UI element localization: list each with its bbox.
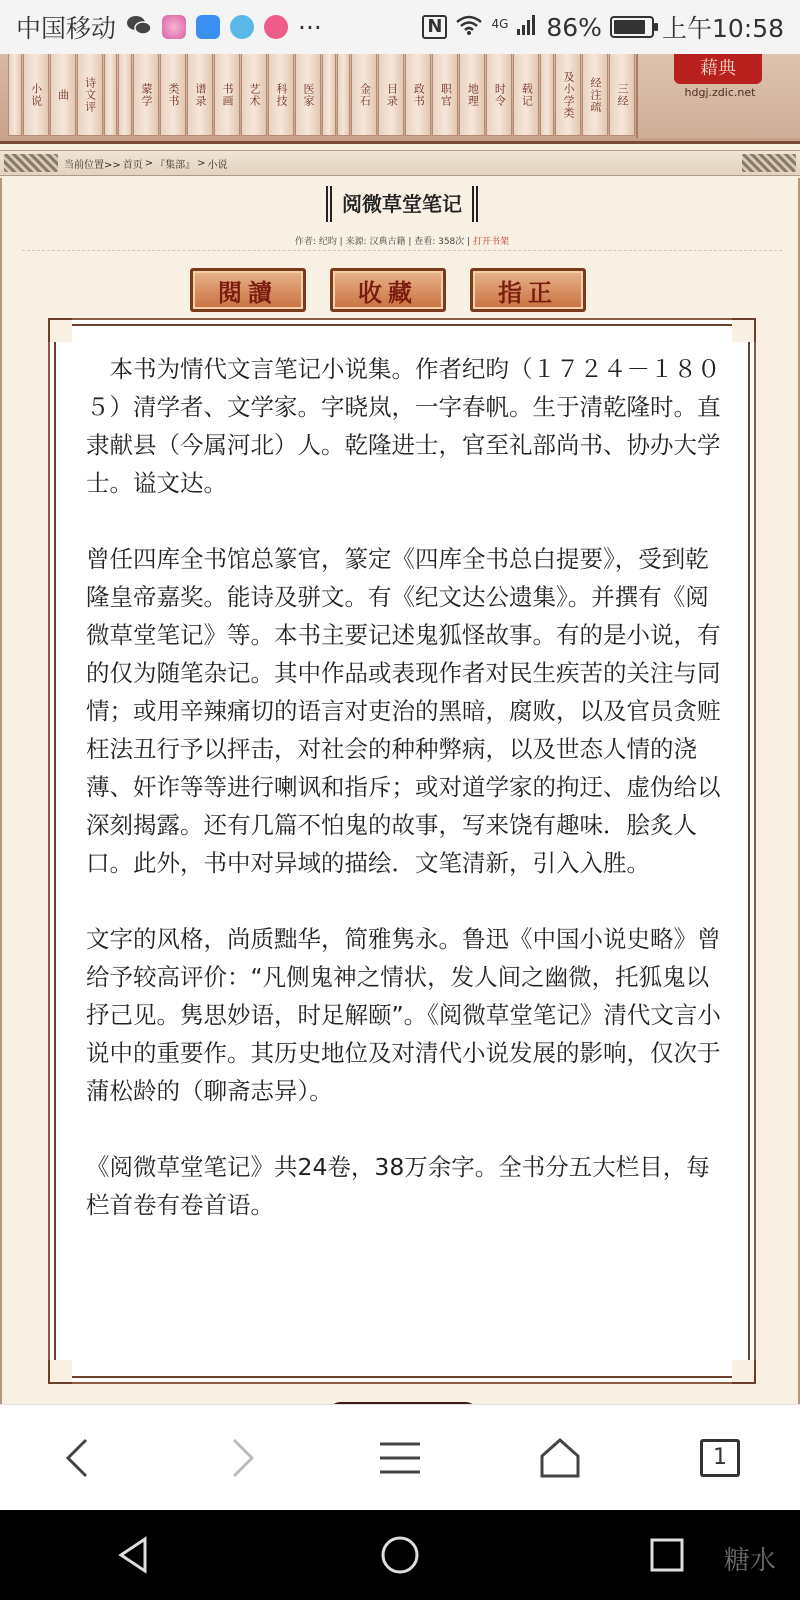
category-book[interactable] <box>322 54 336 136</box>
category-book[interactable]: 医家 <box>295 54 321 136</box>
intro-paragraph: 文字的风格，尚质黜华，简雅隽永。鲁迅《中国小说史略》曾给予较高评价：“凡侧鬼神之情状，发人间之幽微，托狐鬼以抒己见。隽思妙语，时足解颐”。《阅微草堂笔记》清代文言小说中的重要作。其历史地位及对清代小说发展的影响，仅次于蒲松龄的（聊斋志异）。 <box>86 925 721 1105</box>
category-book[interactable]: 类书 <box>160 54 186 136</box>
read-button[interactable]: 閱讀 <box>190 268 306 312</box>
breadcrumb-home-link[interactable]: 首页 <box>122 159 143 171</box>
category-book[interactable]: 科技 <box>268 54 294 136</box>
category-book[interactable]: 目录 <box>378 54 404 136</box>
category-book[interactable]: 曲 <box>50 54 76 136</box>
book-meta-text: 作者: 纪昀 | 来源: 汉典古籍 | 查看: 358次 | <box>294 237 474 247</box>
category-book[interactable]: 经注疏 <box>582 54 608 136</box>
category-book[interactable]: 职官 <box>432 54 458 136</box>
menu-button[interactable] <box>360 1418 440 1498</box>
title-divider <box>22 250 782 251</box>
category-book[interactable] <box>8 54 22 136</box>
category-book[interactable]: 政书 <box>405 54 431 136</box>
book-meta <box>2 234 802 247</box>
category-books <box>8 54 636 138</box>
app-icon-blue <box>196 15 220 39</box>
nav-home-icon[interactable] <box>378 1533 422 1577</box>
title-wrap <box>2 186 802 222</box>
site-logo-seal[interactable]: 藉典 <box>674 54 762 84</box>
forward-button[interactable] <box>200 1418 280 1498</box>
breadcrumb <box>0 150 800 176</box>
status-left <box>16 9 322 45</box>
favorite-button[interactable]: 收藏 <box>330 268 446 312</box>
carrier-name: 中国移动 <box>16 14 117 43</box>
breadcrumb-prefix: 当前位置>> <box>64 159 121 171</box>
book-panel <box>0 178 800 1408</box>
category-book[interactable] <box>118 54 132 136</box>
open-bookshelf-link[interactable]: 打开书架 <box>473 237 510 247</box>
app-icon-pink <box>264 15 288 39</box>
nav-recents-icon[interactable] <box>645 1533 689 1577</box>
correct-button[interactable]: 指正 <box>470 268 586 312</box>
frame-corner <box>48 1360 72 1384</box>
back-button[interactable] <box>40 1418 120 1498</box>
category-book[interactable]: 艺术 <box>241 54 267 136</box>
tab-count: 1 <box>700 1439 740 1477</box>
battery-icon <box>610 16 654 38</box>
intro-text <box>86 350 726 1262</box>
breadcrumb-section-link[interactable]: 『集部』 <box>155 159 196 171</box>
intro-paragraph: 曾任四库全书馆总篆官，篆定《四库全书总白提要》，受到乾隆皇帝嘉奖。能诗及骈文。有《纪文达公遗集》。并撰有《阅微草堂笔记》等。本书主要记述鬼狐怪故事。有的是小说，有的仅为随笔杂记。其中作品或表现作者对民生疾苦的关注与同情；或用辛辣痛切的语言对吏治的黑暗，腐败，以及官员贪赃枉法丑行予以抨击，对社会的种种弊病，以及世态人情的浇薄、奸诈等等进行喇讽和指斥；或对道学家的拘迂、虚伪给以深刻揭露。还有几篇不怕鬼的故事，写来饶有趣味．脍炙人口。此外，书中对异域的描绘．文笔清新，引入入胜。 <box>86 545 721 877</box>
clock: 上午10:58 <box>661 14 784 43</box>
webpage <box>0 54 800 1404</box>
breadcrumb-current[interactable]: 小说 <box>207 159 228 171</box>
chevron-right-icon <box>216 1434 264 1482</box>
category-book[interactable]: 谱录 <box>187 54 213 136</box>
signal-type: 4G <box>491 17 509 31</box>
system-navigation <box>0 1510 800 1600</box>
more-notifications-icon: ··· <box>298 12 322 42</box>
action-buttons <box>190 268 586 312</box>
intro-frame <box>54 324 750 1378</box>
wifi-icon <box>455 13 483 42</box>
menu-icon <box>376 1434 424 1482</box>
category-shelf <box>0 54 800 144</box>
category-book[interactable]: 诗文评 <box>77 54 103 136</box>
breadcrumb-separator: > <box>144 157 154 169</box>
signal-bars-icon <box>516 13 538 42</box>
status-bar <box>0 0 800 54</box>
category-book[interactable] <box>540 54 554 136</box>
breadcrumb-separator: > <box>197 157 206 169</box>
watermark: 糖水 <box>723 1546 776 1576</box>
frame-corner <box>48 318 72 342</box>
app-icon-cyan <box>230 15 254 39</box>
intro-paragraph: 本书为情代文言笔记小说集。作者纪昀（１７２４－１８０５）清学者、文学家。字晓岚，一字春帆。生于清乾隆时。直隶献县（今属河北）人。乾隆进士，官至礼部尚书、协办大学士。谥文达。 <box>86 355 721 497</box>
category-book[interactable]: 及小学类 <box>555 54 581 136</box>
book-title: 阅微草堂笔记 <box>326 186 478 222</box>
category-book[interactable]: 金石 <box>351 54 377 136</box>
category-book[interactable]: 地理 <box>459 54 485 136</box>
intro-paragraph: 《阅微草堂笔记》共24卷，38万余字。全书分五大栏目，每栏首卷有卷首语。 <box>86 1153 710 1219</box>
category-book[interactable]: 小说 <box>23 54 49 136</box>
photos-app-icon <box>162 15 186 39</box>
nfc-icon: N <box>422 15 447 39</box>
category-book[interactable]: 书画 <box>214 54 240 136</box>
battery-level <box>614 20 645 34</box>
category-book[interactable]: 载记 <box>513 54 539 136</box>
home-button[interactable] <box>520 1418 600 1498</box>
site-brand[interactable] <box>636 54 800 138</box>
site-domain: hdgj.zdic.net <box>684 86 756 99</box>
nav-back-icon[interactable] <box>111 1533 155 1577</box>
chevron-left-icon <box>56 1434 104 1482</box>
status-right <box>422 9 784 45</box>
browser-toolbar <box>0 1404 800 1510</box>
category-book[interactable]: 蒙学 <box>133 54 159 136</box>
battery-percent: 86% <box>546 12 602 42</box>
category-book[interactable]: 时令 <box>486 54 512 136</box>
frame-corner <box>732 318 756 342</box>
category-book[interactable]: 三经 <box>609 54 635 136</box>
category-book[interactable] <box>337 54 351 136</box>
ornament-right-icon <box>742 154 796 172</box>
category-book[interactable] <box>104 54 118 136</box>
tabs-button[interactable] <box>680 1418 760 1498</box>
ornament-left-icon <box>4 154 58 172</box>
wechat-icon <box>126 13 152 42</box>
home-icon <box>536 1434 584 1482</box>
frame-corner <box>732 1360 756 1384</box>
